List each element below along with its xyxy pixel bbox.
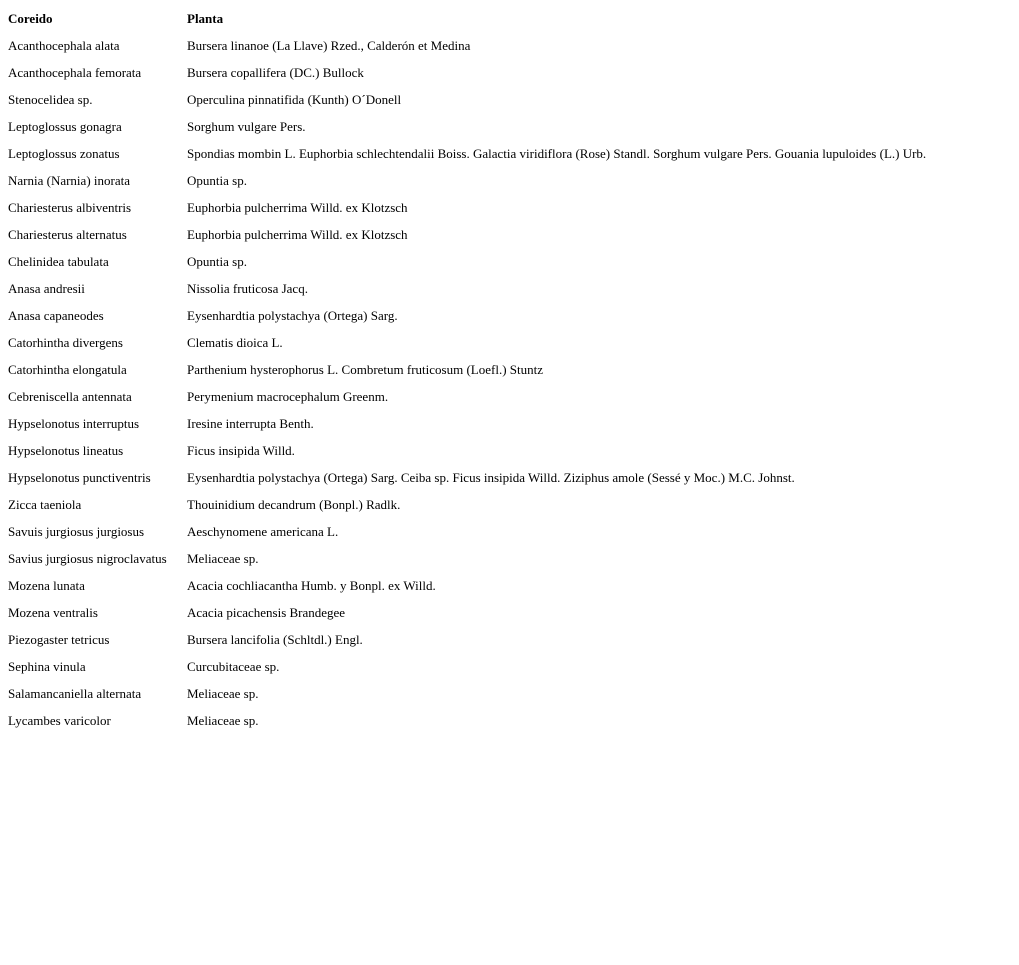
cell-coreido: Savuis jurgiosus jurgiosus [8,523,145,539]
cell-planta: Spondias mombin L. Euphorbia schlechtendalii Boiss. Galactia viridiflora (Rose) Standl. Sorghum vulgare Pers. Gouania lupuloides (L.) Urb. [187,145,927,161]
cell-coreido: Hypselonotus lineatus [8,442,124,458]
cell-coreido: Piezogaster tetricus [8,631,110,647]
cell-coreido: Savius jurgiosus nigroclavatus [8,550,167,566]
header-row [8,5,1007,32]
table-row [8,32,1007,59]
cell-coreido: Catorhintha elongatula [8,361,127,377]
table-row [8,680,1007,707]
cell-planta: Opuntia sp. [187,172,247,188]
cell-coreido: Leptoglossus gonagra [8,118,122,134]
table-body [8,32,1007,734]
cell-planta: Eysenhardtia polystachya (Ortega) Sarg. Ceiba sp. Ficus insipida Willd. Ziziphus amole (Sessé y Moc.) M.C. Johnst. [187,469,795,485]
table-row [8,167,1007,194]
cell-planta: Sorghum vulgare Pers. [187,118,306,134]
cell-coreido: Acanthocephala alata [8,37,120,53]
cell-coreido: Chariesterus albiventris [8,199,132,215]
table-row [8,356,1007,383]
header-coreido: Coreido [8,10,53,26]
table-row [8,140,1007,167]
cell-coreido: Hypselonotus interruptus [8,415,140,431]
cell-planta: Meliaceae sp. [187,712,259,728]
header-planta: Planta [187,10,224,26]
table-row [8,248,1007,275]
cell-planta: Perymenium macrocephalum Greenm. [187,388,389,404]
table-row [8,518,1007,545]
table-row [8,302,1007,329]
cell-coreido: Narnia (Narnia) inorata [8,172,130,188]
cell-coreido: Stenocelidea sp. [8,91,93,107]
table-row [8,545,1007,572]
cell-coreido: Anasa capaneodes [8,307,104,323]
table-row [8,329,1007,356]
table-row [8,221,1007,248]
cell-coreido: Hypselonotus punctiventris [8,469,151,485]
table-row [8,653,1007,680]
table-row [8,599,1007,626]
cell-coreido: Catorhintha divergens [8,334,123,350]
table-row [8,383,1007,410]
cell-planta: Iresine interrupta Benth. [187,415,314,431]
cell-coreido: Zicca taeniola [8,496,82,512]
cell-planta: Thouinidium decandrum (Bonpl.) Radlk. [187,496,401,512]
cell-planta: Aeschynomene americana L. [187,523,339,539]
table-row [8,491,1007,518]
cell-planta: Clematis dioica L. [187,334,283,350]
cell-coreido: Leptoglossus zonatus [8,145,120,161]
cell-planta: Curcubitaceae sp. [187,658,280,674]
cell-coreido: Lycambes varicolor [8,712,111,728]
coreido-planta-table [8,5,1007,734]
cell-coreido: Chelinidea tabulata [8,253,109,269]
cell-planta: Operculina pinnatifida (Kunth) O´Donell [187,91,402,107]
cell-coreido: Mozena ventralis [8,604,98,620]
cell-planta: Nissolia fruticosa Jacq. [187,280,308,296]
cell-coreido: Cebreniscella antennata [8,388,132,404]
table-row [8,410,1007,437]
cell-planta: Euphorbia pulcherrima Willd. ex Klotzsch [187,199,408,215]
cell-planta: Bursera lancifolia (Schltdl.) Engl. [187,631,363,647]
table-row [8,113,1007,140]
cell-planta: Acacia picachensis Brandegee [187,604,346,620]
cell-planta: Euphorbia pulcherrima Willd. ex Klotzsch [187,226,408,242]
cell-planta: Bursera copallifera (DC.) Bullock [187,64,364,80]
table-row [8,86,1007,113]
cell-coreido: Chariesterus alternatus [8,226,127,242]
cell-planta: Bursera linanoe (La Llave) Rzed., Calderón et Medina [187,37,471,53]
table-row [8,194,1007,221]
cell-coreido: Sephina vinula [8,658,86,674]
cell-coreido: Acanthocephala femorata [8,64,142,80]
cell-planta: Meliaceae sp. [187,685,259,701]
cell-planta: Ficus insipida Willd. [187,442,295,458]
table-row [8,626,1007,653]
cell-coreido: Salamancaniella alternata [8,685,142,701]
table-row [8,437,1007,464]
cell-planta: Eysenhardtia polystachya (Ortega) Sarg. [187,307,398,323]
table-row [8,59,1007,86]
cell-coreido: Anasa andresii [8,280,85,296]
table-row [8,275,1007,302]
cell-planta: Acacia cochliacantha Humb. y Bonpl. ex Willd. [187,577,436,593]
table-row [8,572,1007,599]
cell-planta: Meliaceae sp. [187,550,259,566]
cell-coreido: Mozena lunata [8,577,85,593]
table-row [8,707,1007,734]
table-header [8,5,1007,32]
table-row [8,464,1007,491]
cell-planta: Parthenium hysterophorus L. Combretum fruticosum (Loefl.) Stuntz [187,361,543,377]
cell-planta: Opuntia sp. [187,253,247,269]
